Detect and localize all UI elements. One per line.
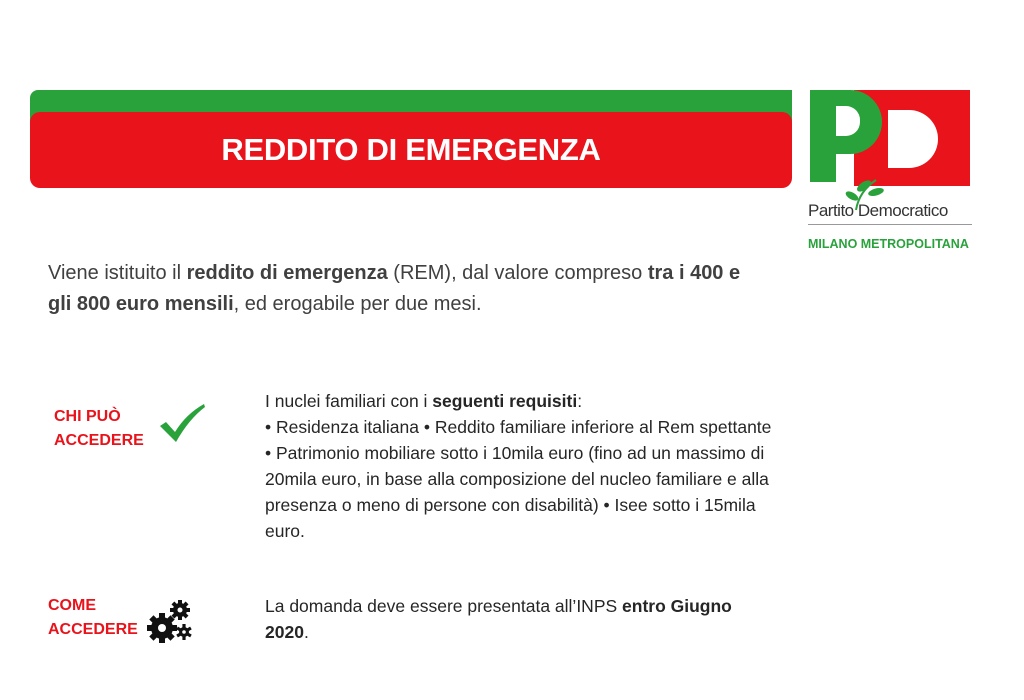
logo-letter-p xyxy=(810,90,886,182)
requirements-list: • Residenza italiana • Reddito familiare inferiore al Rem spettante • Patrimonio mobiliare sotto i 10mila euro (fino ad un massimo di 20mila euro, in base alla composizione del nucleo familiare e alla presenza o meno di persone con disabilità) • Isee sotto i 15mila euro. xyxy=(265,417,772,541)
logo-divider xyxy=(808,224,972,225)
intro-bold-text: tra i 400 e gli 800 euro mensili xyxy=(48,262,741,315)
checkmark-icon xyxy=(158,402,206,444)
intro-text: , ed erogabile per due mesi. xyxy=(233,293,482,315)
label-line: ACCEDERE xyxy=(54,432,144,449)
who-can-access-label xyxy=(54,405,144,453)
how-to-access-text: La domanda deve essere presentata all’INPS entro Giugno 2020. xyxy=(265,596,732,642)
label-line: ACCEDERE xyxy=(48,621,138,638)
logo-subtitle: MILANO METROPOLITANA xyxy=(808,237,969,251)
title-banner xyxy=(30,90,792,188)
pd-logo xyxy=(806,90,976,260)
label-line: CHI PUÒ xyxy=(54,408,121,425)
requirements-intro: I nuclei familiari con i seguenti requisiti: xyxy=(265,391,583,411)
how-to-access-label xyxy=(48,594,138,642)
who-can-access-text xyxy=(265,388,775,544)
requirements-bold-text: seguenti requisiti xyxy=(432,391,578,411)
label-line: COME xyxy=(48,597,96,614)
logo-party-name: Partito Democratico xyxy=(808,201,948,220)
gears-icon xyxy=(144,596,194,646)
banner-red-bar xyxy=(30,112,792,188)
page-title: REDDITO DI EMERGENZA xyxy=(221,132,601,167)
deadline-bold-text: entro Giugno 2020 xyxy=(265,596,732,642)
intro-text: (REM), dal valore compreso xyxy=(387,262,648,284)
intro-paragraph xyxy=(48,258,768,320)
intro-text: Viene istituito il xyxy=(48,262,187,284)
intro-bold-text: reddito di emergenza xyxy=(186,262,388,284)
